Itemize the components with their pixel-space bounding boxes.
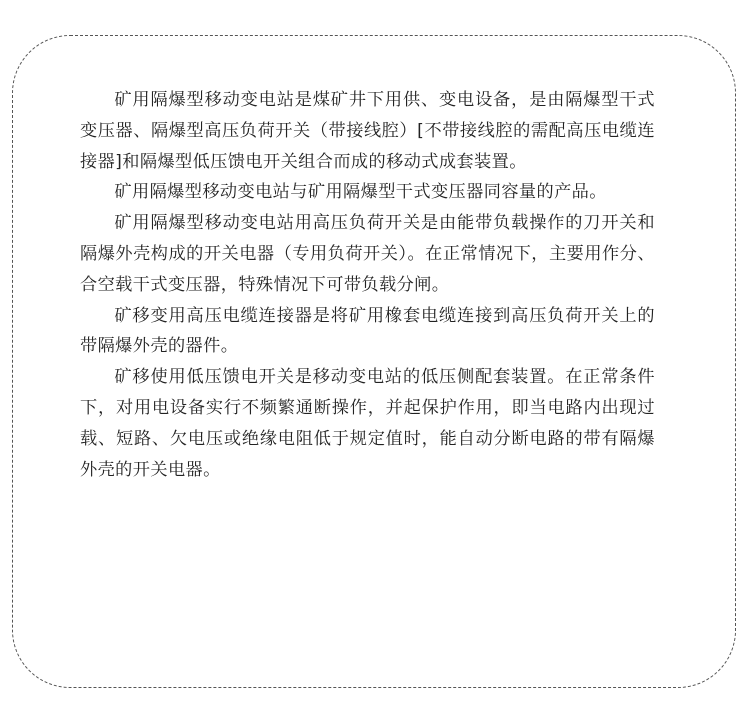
paragraph-cable-connector: 矿移变用高压电缆连接器是将矿用橡套电缆连接到高压负荷开关上的带隔爆外壳的器件。 xyxy=(80,305,655,357)
paragraph-low-voltage-feeder: 矿移使用低压馈电开关是移动变电站的低压侧配套装置。在正常条件下，对用电设备实行不频繁通断操作，并起保护作用，即当电路内出现过载、短路、欠电压或绝缘电阻低于规定值时，能自动分断电路的带有隔爆外壳的开关电器。 xyxy=(80,367,655,480)
paragraph-load-switch: 矿用隔爆型移动变电站用高压负荷开关是由能带负载操作的刀开关和隔爆外壳构成的开关电器（专用负荷开关）。在正常情况下，主要用作分、合空载干式变压器，特殊情况下可带负载分闸。 xyxy=(80,213,655,295)
paragraph-mobile-substation-definition: 矿用隔爆型移动变电站是煤矿井下用供、变电设备，是由隔爆型干式变压器、隔爆型高压负荷开关（带接线腔）[不带接线腔的需配高压电缆连接器]和隔爆型低压馈电开关组合而成的移动式成套装置。 xyxy=(80,90,655,172)
text-block xyxy=(80,85,655,485)
paragraph-same-capacity: 矿用隔爆型移动变电站与矿用隔爆型干式变压器同容量的产品。 xyxy=(114,182,607,203)
